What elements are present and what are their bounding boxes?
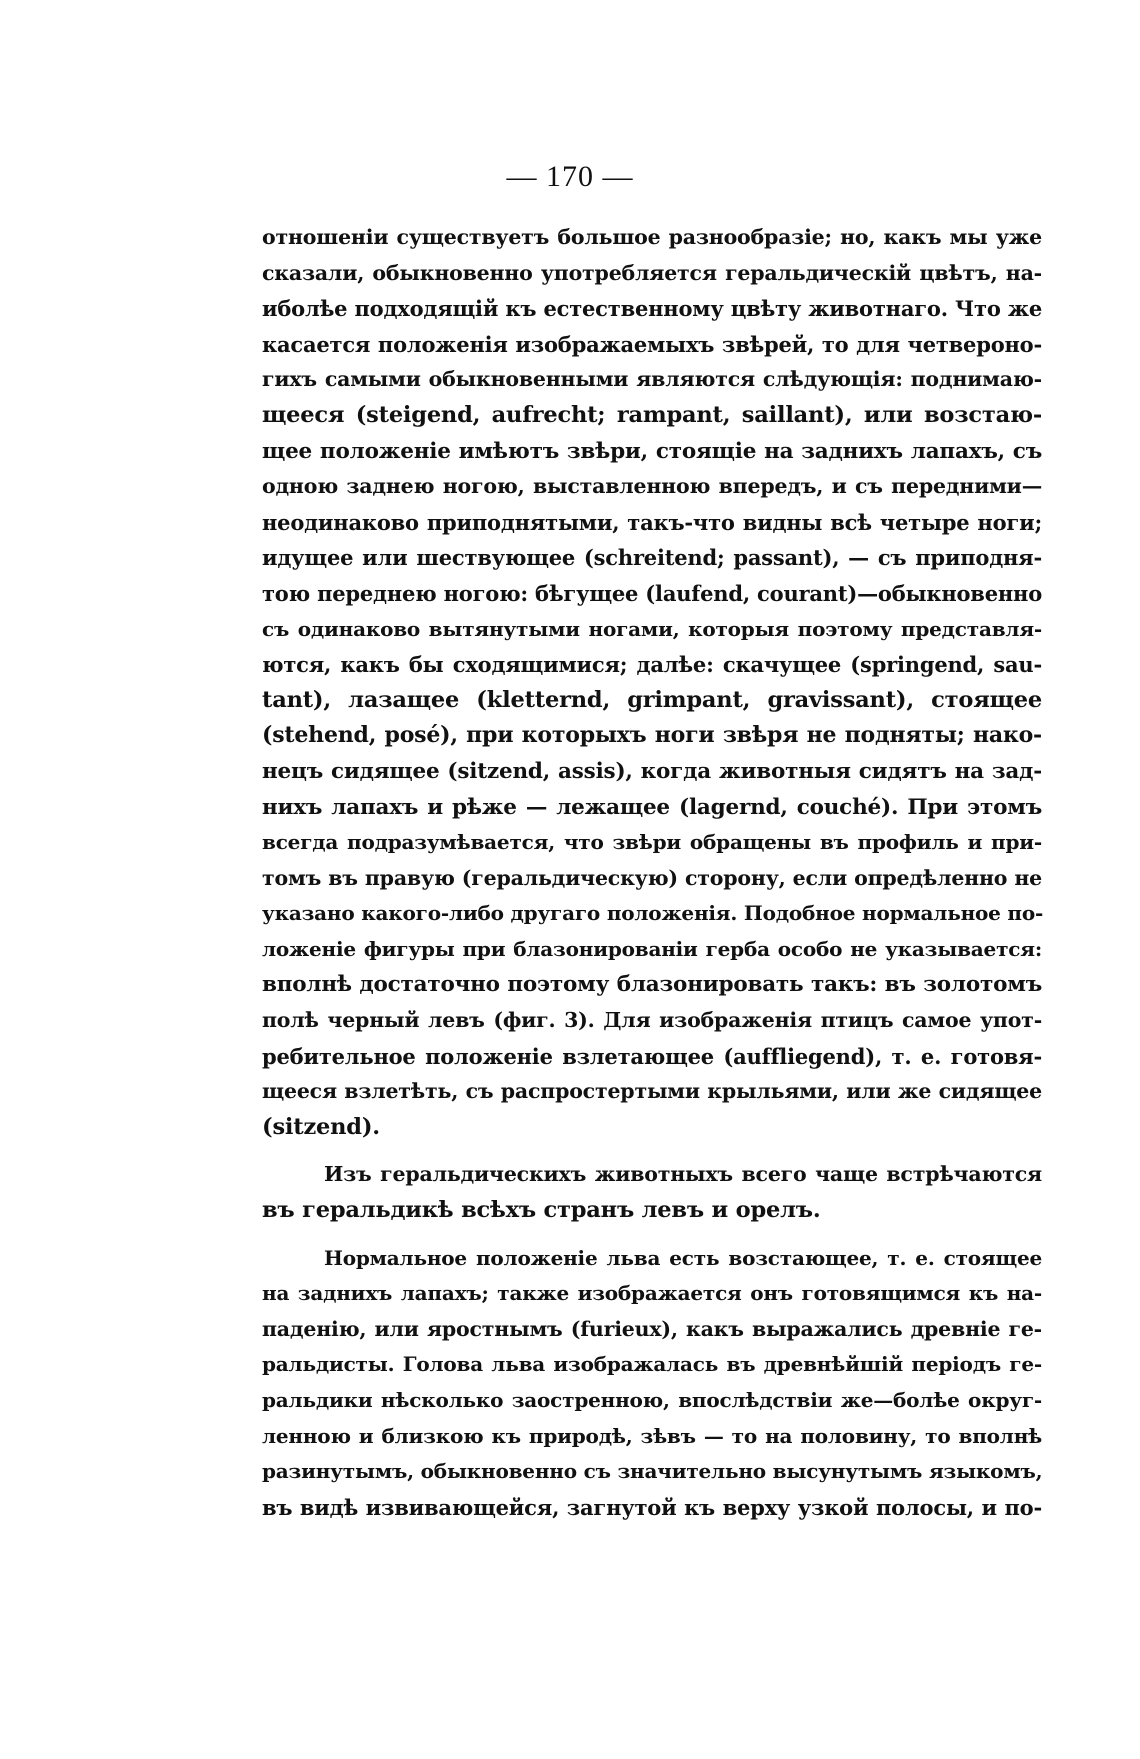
text-line: щееся (steigend, aufrecht; rampant, saillant), или возстаю- (262, 401, 1042, 428)
paragraph-2 (262, 1157, 1042, 1228)
text-line: неодинаково приподнятыми, такъ-что видны всѣ четыре ноги; (262, 509, 1042, 535)
text-line: одною заднею ногою, выставленною впередъ, и съ передними— (262, 474, 1042, 499)
text-line: въ видѣ извивающейся, загнутой къ верху узкой полосы, и по- (262, 1494, 1042, 1520)
text-line: разинутымъ, обыкновенно съ значительно высунутымъ языкомъ, (262, 1459, 1043, 1484)
text-line: полѣ черный левъ (фиг. 3). Для изображенія птицъ самое упот- (262, 1008, 1042, 1033)
paragraph-3 (262, 1241, 1042, 1526)
text-line: нихъ лапахъ и рѣже — лежащее (lagernd, couché). При этомъ (262, 794, 1042, 820)
text-line: Изъ геральдическихъ животныхъ всего чаще встрѣчаются (324, 1162, 1042, 1187)
page-number: — 170 — (506, 160, 634, 193)
text-line: нецъ сидящее (sitzend, assis), когда животныя сидятъ на зад- (262, 758, 1042, 784)
text-line: щееся взлетѣть, съ распростертыми крыльями, или же сидящее (262, 1079, 1042, 1104)
text-line: tant), лазащее (kletternd, grimpant, gravissant), стоящее (262, 686, 1042, 713)
text-line: щее положеніе имѣютъ звѣри, стоящіе на заднихъ лапахъ, съ (262, 438, 1042, 464)
text-line: паденію, или яростнымъ (furieux), какъ выражались древніе ге- (262, 1316, 1042, 1341)
text-line: всегда подразумѣвается, что звѣри обращены въ профиль и при- (262, 830, 1042, 855)
text-line: ложеніе фигуры при блазонированіи герба особо не указывается: (262, 936, 1042, 961)
text-line: ральдики нѣсколько заостренною, впослѣдствіи же—болѣе округ- (262, 1388, 1042, 1412)
text-line: тою переднею ногою: бѣгущее (laufend, courant)—обыкновенно (262, 580, 1043, 606)
text-line: Нормальное положеніе льва есть возстающее, т. е. стоящее (324, 1245, 1042, 1270)
text-line: сказали, обыкновенно употребляется геральдическій цвѣтъ, на- (262, 260, 1042, 285)
text-line: гихъ самыми обыкновенными являются слѣдующія: поднимаю- (262, 367, 1042, 392)
text-line: касается положенія изображаемыхъ звѣрей, то для четвероно- (262, 331, 1042, 357)
body-text (262, 220, 1042, 1525)
text-line: въ геральдикѣ всѣхъ странъ левъ и орелъ. (262, 1197, 821, 1224)
text-line: ются, какъ бы сходящимися; далѣе: скачущее (springend, sau- (262, 652, 1042, 678)
text-line: идущее или шествующее (schreitend; passant), — съ приподня- (262, 545, 1042, 571)
text-line: съ одинаково вытянутыми ногами, которыя поэтому представля- (262, 616, 1042, 641)
text-line: отношеніи существуетъ большое разнообразіе; но, какъ мы уже (262, 225, 1042, 249)
text-line: ральдисты. Голова льва изображалась въ древнѣйшій періодъ ге- (262, 1352, 1042, 1377)
text-line: указано какого-либо другаго положенія. Подобное нормальное по- (262, 901, 1044, 926)
text-line: на заднихъ лапахъ; также изображается онъ готовящимся къ на- (262, 1281, 1042, 1306)
text-line: иболѣе подходящій къ естественному цвѣту животнаго. Что же (262, 296, 1042, 322)
text-line: ребительное положеніе взлетающее (auffliegend), т. е. готовя- (262, 1043, 1042, 1069)
text-line: вполнѣ достаточно поэтому блазонировать такъ: въ золотомъ (262, 972, 1042, 998)
text-line: (stehend, posé), при которыхъ ноги звѣря не подняты; нако- (262, 722, 1042, 749)
text-line: (sitzend). (262, 1113, 380, 1140)
text-line: ленною и близкою къ природѣ, зѣвъ — то на половину, то вполнѣ (262, 1423, 1042, 1448)
paragraph-1 (262, 220, 1042, 1145)
text-line: томъ въ правую (геральдическую) сторону, если опредѣленно не (262, 865, 1042, 890)
